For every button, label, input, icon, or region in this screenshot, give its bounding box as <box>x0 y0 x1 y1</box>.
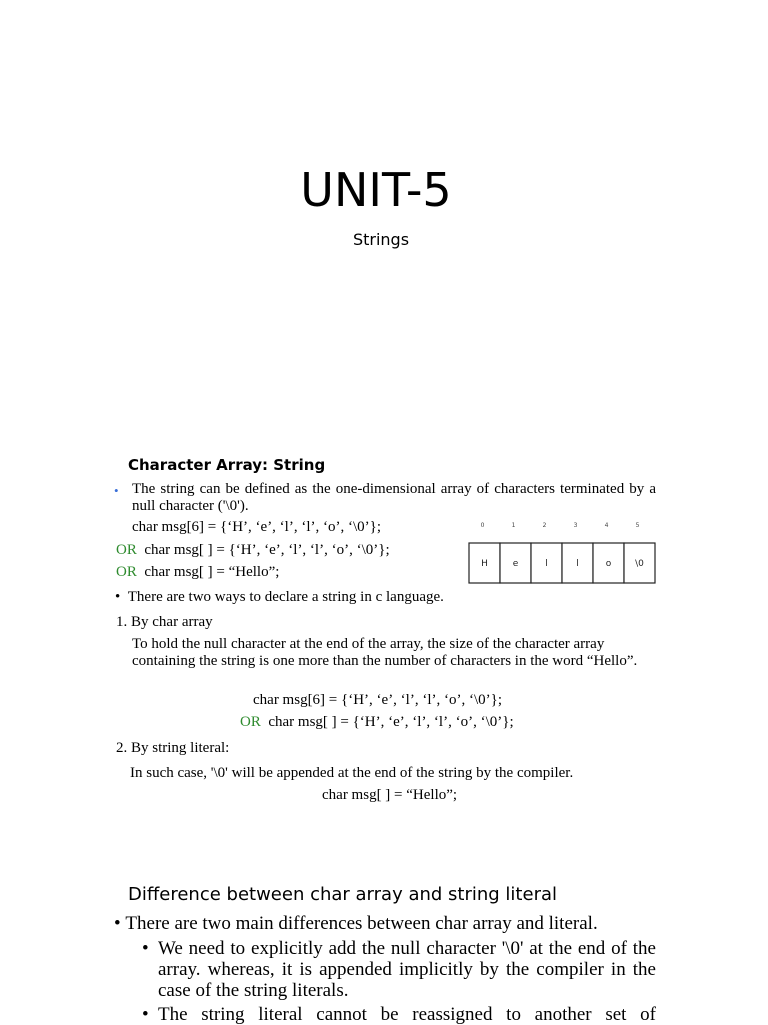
array-cell-char: l <box>576 559 579 569</box>
declaration-line-alt <box>116 564 279 581</box>
array-index-label: 4 <box>604 522 609 529</box>
declaration-code: char msg[ ] = {‘H’, ‘e’, ‘l’, ‘l’, ‘o’, ‘\0’}; <box>268 714 514 730</box>
array-cell-char: l <box>545 559 548 569</box>
array-cell-char: o <box>605 559 612 569</box>
difference-point-2: The string literal cannot be reassigned to another set of <box>158 1004 656 1025</box>
array-cells <box>469 543 655 583</box>
declaration-code: char msg[ ] = {‘H’, ‘e’, ‘l’, ‘l’, ‘o’, ‘\0’}; <box>144 542 390 558</box>
array-index-label: 2 <box>542 522 547 529</box>
slide-subtitle: Strings <box>352 230 410 249</box>
way1-description: To hold the null character at the end of the array, the size of the character array containing the string is one more than the number of characters in the word “Hello”. <box>132 636 638 669</box>
way2-heading: 2. By string literal: <box>116 740 230 756</box>
or-label: OR <box>240 714 261 730</box>
or-label: OR <box>116 542 137 558</box>
bullet-marker: • <box>114 483 119 498</box>
array-cell-char: \0 <box>635 559 644 569</box>
array-cell-char: e <box>512 559 519 569</box>
array-index-label: 5 <box>635 522 640 529</box>
ways-bullet <box>115 589 444 606</box>
intro-paragraph: The string can be defined as the one-dimensional array of characters terminated by a null character ('\0'). <box>132 481 656 514</box>
section-heading: Character Array: String <box>128 456 326 474</box>
array-index-label: 0 <box>480 522 485 529</box>
way1-declaration: char msg[6] = {‘H’, ‘e’, ‘l’, ‘l’, ‘o’, ‘\0’}; <box>253 692 503 708</box>
slide-title: UNIT-5 <box>300 163 452 217</box>
sub-bullet-marker: • <box>142 1004 149 1025</box>
difference-point-1: We need to explicitly add the null character '\0' at the end of the array. whereas, it is appended implicitly by the compiler in the case of the string literals. <box>158 938 656 1001</box>
difference-text: There are two main differences between char array and literal. <box>125 913 598 934</box>
bullet-marker: • <box>114 913 121 934</box>
way2-declaration: char msg[ ] = “Hello”; <box>322 787 458 803</box>
way1-declaration-alt <box>240 714 514 731</box>
declaration-line-alt <box>116 542 390 559</box>
array-index-label: 1 <box>511 522 516 529</box>
declaration-code: char msg[ ] = “Hello”; <box>144 564 280 580</box>
way2-description: In such case, '\0' will be appended at the end of the string by the compiler. <box>130 765 574 781</box>
way1-heading: 1. By char array <box>116 614 213 630</box>
difference-bullet <box>114 913 598 934</box>
array-index-label: 3 <box>573 522 578 529</box>
sub-bullet-marker: • <box>142 938 149 959</box>
char-array-diagram <box>466 517 656 587</box>
difference-heading: Difference between char array and string literal <box>128 884 557 905</box>
declaration-line: char msg[6] = {‘H’, ‘e’, ‘l’, ‘l’, ‘o’, ‘\0’}; <box>132 519 382 535</box>
array-cell-char: H <box>481 559 488 569</box>
array-indices <box>481 522 640 529</box>
bullet-marker: • <box>115 589 121 605</box>
or-label: OR <box>116 564 137 580</box>
ways-text: There are two ways to declare a string in c language. <box>127 589 444 605</box>
